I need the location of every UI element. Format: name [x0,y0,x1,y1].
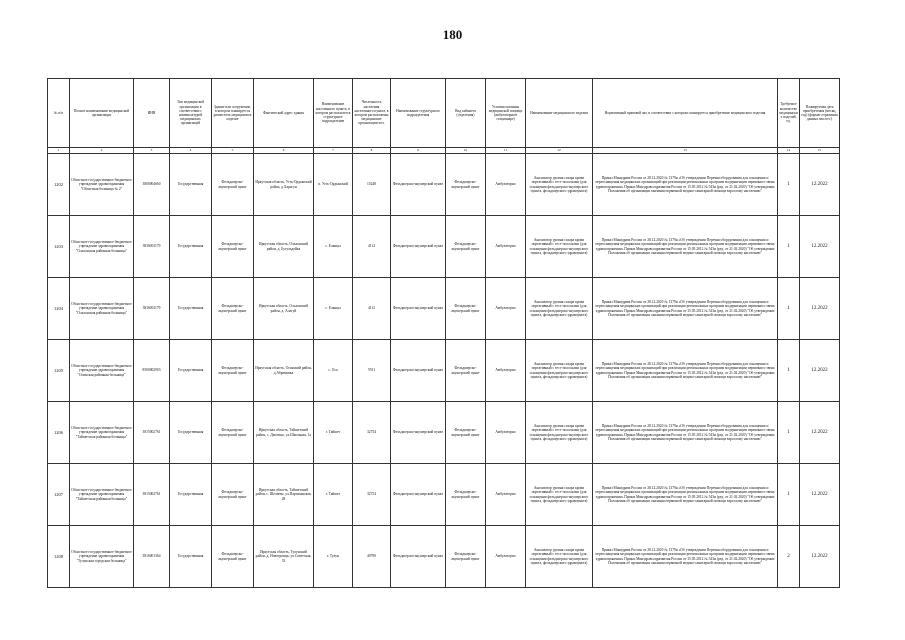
quantity-cell: 1 [778,340,800,402]
equipment-table [47,78,840,588]
cabinet-cell: Фельдшерско-акушерский пункт [446,464,486,526]
conditions-cell: Амбулаторно [486,402,526,464]
device-cell: Анализатор уровня сахара крови портативный с тест-полосками (для оснащения фельдшерско-акушерского пункта, фельдшерского здравпункта) [526,340,593,402]
settlement-cell: с. Оса [314,340,353,402]
purchase-date-cell: 12.2022 [800,402,840,464]
conditions-cell: Амбулаторно [486,526,526,588]
org-type: Государственная [170,402,212,464]
purchase-date-cell: 12.2022 [800,216,840,278]
cabinet-cell: Фельдшерско-акушерский пункт [446,278,486,340]
cabinet-cell: Фельдшерско-акушерский пункт [446,340,486,402]
quantity-cell: 2 [778,526,800,588]
column-number: 1 [48,148,70,154]
conditions-cell: Амбулаторно [486,154,526,216]
cabinet-cell: Фельдшерско-акушерский пункт [446,154,486,216]
inn-cell: 3815002761 [134,464,170,526]
quantity-cell: 1 [778,402,800,464]
column-header: Наименование населенного пункта, в котором располагается структурное подразделение [314,79,353,148]
header-row [48,79,840,148]
column-number: 13 [593,148,778,154]
unit-cell: Фельдшерско-акушерский пункт [391,216,446,278]
building-cell: Фельдшерско-акушерский пункт [212,278,254,340]
inn-cell: 8500002903 [134,340,170,402]
column-header: Планируемая дата приобретения (месяц, год) (формат отражения данных мм.гггг.) [800,79,840,148]
organization-name: Областное государственное бюджетное учреждение здравоохранения "Тайшетская районная больница" [70,464,134,526]
population-cell: 40790 [353,526,391,588]
inn-cell: 3836001179 [134,216,170,278]
inn-cell: 3815002761 [134,402,170,464]
row-number: 1203 [48,216,70,278]
column-header: Наименование структурного подразделения [391,79,446,148]
unit-cell: Фельдшерско-акушерский пункт [391,464,446,526]
row-number: 1207 [48,464,70,526]
population-cell: 15248 [353,154,391,216]
column-header: Тип медицинской организации в соответствии с номенклатурой медицинских организаций [170,79,212,148]
purchase-date-cell: 12.2022 [800,154,840,216]
building-cell: Фельдшерско-акушерский пункт [212,526,254,588]
unit-cell: Фельдшерско-акушерский пункт [391,154,446,216]
address-cell: Иркутская область, Тайшетский район, с. Джогино, ул.Школьная, 1а [254,402,314,464]
legal-act-cell: Приказ Минздрава России от 28.12.2020 № 1379н «Об утверждении Перечня оборудования для оснащения и переоснащения медицинских организаций при реализации региональных программ модернизации первичного звена здравоохранения» Приказ Минздравсоцразвития России от 15.05.2012 № 543н (ред. от 21.02.2020) "Об утверждении Положения об организации оказания первичной медико-санитарной помощи взрослому населению" [593,340,778,402]
settlement-cell: п. Усть-Ордынский [314,154,353,216]
column-number: 15 [800,148,840,154]
row-number: 1206 [48,402,70,464]
table-row [48,216,840,278]
table-row [48,340,840,402]
quantity-cell: 1 [778,154,800,216]
purchase-date-cell: 12.2022 [800,278,840,340]
row-number: 1202 [48,154,70,216]
settlement-cell: с. Еланцы [314,278,353,340]
table-row [48,464,840,526]
column-number: 9 [391,148,446,154]
unit-cell: Фельдшерско-акушерский пункт [391,526,446,588]
column-header: Нормативный правовой акт, в соответствии с которым планируется приобретение медицинского изделия [593,79,778,148]
unit-cell: Фельдшерско-акушерский пункт [391,402,446,464]
row-number: 1204 [48,278,70,340]
cabinet-cell: Фельдшерско-акушерский пункт [446,526,486,588]
organization-name: Областное государственное бюджетное учреждение здравоохранения "Областная больница № 2" [70,154,134,216]
page-number: 180 [442,27,463,42]
device-cell: Анализатор уровня сахара крови портативный с тест-полосками (для оснащения фельдшерско-акушерского пункта, фельдшерского здравпункта) [526,464,593,526]
address-cell: Иркутская область, Тайшетский район, с. Шелаево, ул.Партизанская, 28 [254,464,314,526]
column-header: Фактический адрес здания [254,79,314,148]
organization-name: Областное государственное бюджетное учреждение здравоохранения "Ольхонская районная больница" [70,278,134,340]
column-number: 8 [353,148,391,154]
organization-name: Областное государственное бюджетное учреждение здравоохранения "Осинская районная больница" [70,340,134,402]
legal-act-cell: Приказ Минздрава России от 28.12.2020 № 1379н «Об утверждении Перечня оборудования для оснащения и переоснащения медицинских организаций при реализации региональных программ модернизации первичного звена здравоохранения» Приказ Минздравсоцразвития России от 15.05.2012 № 543н (ред. от 21.02.2020) "Об утверждении Положения об организации оказания первичной медико-санитарной помощи взрослому населению" [593,216,778,278]
column-number: 14 [778,148,800,154]
purchase-date-cell: 12.2022 [800,464,840,526]
device-cell: Анализатор уровня сахара крови портативный с тест-полосками (для оснащения фельдшерско-акушерского пункта, фельдшерского здравпункта) [526,526,593,588]
address-cell: Иркутская область, Тулунский район, д. Новотроицк, ул.Советская, 33 [254,526,314,588]
unit-cell: Фельдшерско-акушерский пункт [391,278,446,340]
settlement-cell: г. Тайшет [314,464,353,526]
column-number: 10 [446,148,486,154]
settlement-cell: г. Тулун [314,526,353,588]
inn-cell: 3816001364 [134,526,170,588]
cabinet-cell: Фельдшерско-акушерский пункт [446,216,486,278]
column-number: 3 [134,148,170,154]
table-row [48,278,840,340]
quantity-cell: 1 [778,216,800,278]
row-number: 1208 [48,526,70,588]
device-cell: Анализатор уровня сахара крови портативный с тест-полосками (для оснащения фельдшерско-акушерского пункта, фельдшерского здравпункта) [526,216,593,278]
table-row [48,154,840,216]
legal-act-cell: Приказ Минздрава России от 28.12.2020 № 1379н «Об утверждении Перечня оборудования для оснащения и переоснащения медицинских организаций при реализации региональных программ модернизации первичного звена здравоохранения» Приказ Минздравсоцразвития России от 15.05.2012 № 543н (ред. от 21.02.2020) "Об утверждении Положения об организации оказания первичной медико-санитарной помощи взрослому населению" [593,526,778,588]
organization-name: Областное государственное бюджетное учреждение здравоохранения "Тулунская городская больница" [70,526,134,588]
settlement-cell: г. Тайшет [314,402,353,464]
conditions-cell: Амбулаторно [486,340,526,402]
device-cell: Анализатор уровня сахара крови портативный с тест-полосками (для оснащения фельдшерско-акушерского пункта, фельдшерского здравпункта) [526,154,593,216]
column-number: 6 [254,148,314,154]
population-cell: 4112 [353,278,391,340]
column-header: Требуемое количество медицинских изделий, ед. [778,79,800,148]
organization-name: Областное государственное бюджетное учреждение здравоохранения "Ольхонская районная больница" [70,216,134,278]
address-cell: Иркутская область, Ольхонский район, д. Бугульдейка [254,216,314,278]
column-number: 4 [170,148,212,154]
column-header: Вид кабинета (отделения) [446,79,486,148]
org-type: Государственная [170,278,212,340]
quantity-cell: 1 [778,278,800,340]
building-cell: Фельдшерско-акушерский пункт [212,464,254,526]
legal-act-cell: Приказ Минздрава России от 28.12.2020 № 1379н «Об утверждении Перечня оборудования для оснащения и переоснащения медицинских организаций при реализации региональных программ модернизации первичного звена здравоохранения» Приказ Минздравсоцразвития России от 15.05.2012 № 543н (ред. от 21.02.2020) "Об утверждении Положения об организации оказания первичной медико-санитарной помощи взрослому населению" [593,402,778,464]
conditions-cell: Амбулаторно [486,278,526,340]
column-number: 5 [212,148,254,154]
building-cell: Фельдшерско-акушерский пункт [212,154,254,216]
population-cell: 32754 [353,464,391,526]
conditions-cell: Амбулаторно [486,216,526,278]
column-header: ИНН [134,79,170,148]
unit-cell: Фельдшерско-акушерский пункт [391,340,446,402]
purchase-date-cell: 12.2022 [800,340,840,402]
population-cell: 4112 [353,216,391,278]
org-type: Государственная [170,154,212,216]
device-cell: Анализатор уровня сахара крови портативный с тест-полосками (для оснащения фельдшерско-акушерского пункта, фельдшерского здравпункта) [526,402,593,464]
column-number: 11 [486,148,526,154]
org-type: Государственная [170,464,212,526]
org-type: Государственная [170,216,212,278]
legal-act-cell: Приказ Минздрава России от 28.12.2020 № 1379н «Об утверждении Перечня оборудования для оснащения и переоснащения медицинских организаций при реализации региональных программ модернизации первичного звена здравоохранения» Приказ Минздравсоцразвития России от 15.05.2012 № 543н (ред. от 21.02.2020) "Об утверждении Положения об организации оказания первичной медико-санитарной помощи взрослому населению" [593,464,778,526]
column-number: 7 [314,148,353,154]
purchase-date-cell: 12.2022 [800,526,840,588]
column-header: № п/п [48,79,70,148]
quantity-cell: 1 [778,464,800,526]
column-header: Наименование медицинского изделия [526,79,593,148]
cabinet-cell: Фельдшерско-акушерский пункт [446,402,486,464]
settlement-cell: с. Еланцы [314,216,353,278]
building-cell: Фельдшерско-акушерский пункт [212,402,254,464]
conditions-cell: Амбулаторно [486,464,526,526]
address-cell: Иркутская область, Усть-Ордынский район, д.Харагун [254,154,314,216]
building-cell: Фельдшерско-акушерский пункт [212,340,254,402]
row-number: 1205 [48,340,70,402]
population-cell: 5911 [353,340,391,402]
address-cell: Иркутская область, Осинский район, д.Абрамовка [254,340,314,402]
building-cell: Фельдшерско-акушерский пункт [212,216,254,278]
population-cell: 32754 [353,402,391,464]
org-type: Государственная [170,526,212,588]
address-cell: Иркутская область, Ольхонский район, д. Алагуй [254,278,314,340]
device-cell: Анализатор уровня сахара крови портативный с тест-полосками (для оснащения фельдшерско-акушерского пункта, фельдшерского здравпункта) [526,278,593,340]
column-header: Численность населения населенного пункта, в котором расположены медицинские организации чел. [353,79,391,148]
inn-cell: 3800004660 [134,154,170,216]
organization-name: Областное государственное бюджетное учреждение здравоохранения "Тайшетская районная больница" [70,402,134,464]
org-type: Государственная [170,340,212,402]
column-header: Условия оказания медицинской помощи (амбулаторно/в стационаре) [486,79,526,148]
column-number: 2 [70,148,134,154]
table-row [48,526,840,588]
legal-act-cell: Приказ Минздрава России от 28.12.2020 № 1379н «Об утверждении Перечня оборудования для оснащения и переоснащения медицинских организаций при реализации региональных программ модернизации первичного звена здравоохранения» Приказ Минздравсоцразвития России от 15.05.2012 № 543н (ред. от 21.02.2020) "Об утверждении Положения об организации оказания первичной медико-санитарной помощи взрослому населению" [593,154,778,216]
table-row [48,402,840,464]
column-header: Полное наименование медицинской организации [70,79,134,148]
column-number: 12 [526,148,593,154]
legal-act-cell: Приказ Минздрава России от 28.12.2020 № 1379н «Об утверждении Перечня оборудования для оснащения и переоснащения медицинских организаций при реализации региональных программ модернизации первичного звена здравоохранения» Приказ Минздравсоцразвития России от 15.05.2012 № 543н (ред. от 21.02.2020) "Об утверждении Положения об организации оказания первичной медико-санитарной помощи взрослому населению" [593,278,778,340]
inn-cell: 3836001179 [134,278,170,340]
column-header: Здание или сооружение, в котором планируется разместить медицинское изделие [212,79,254,148]
